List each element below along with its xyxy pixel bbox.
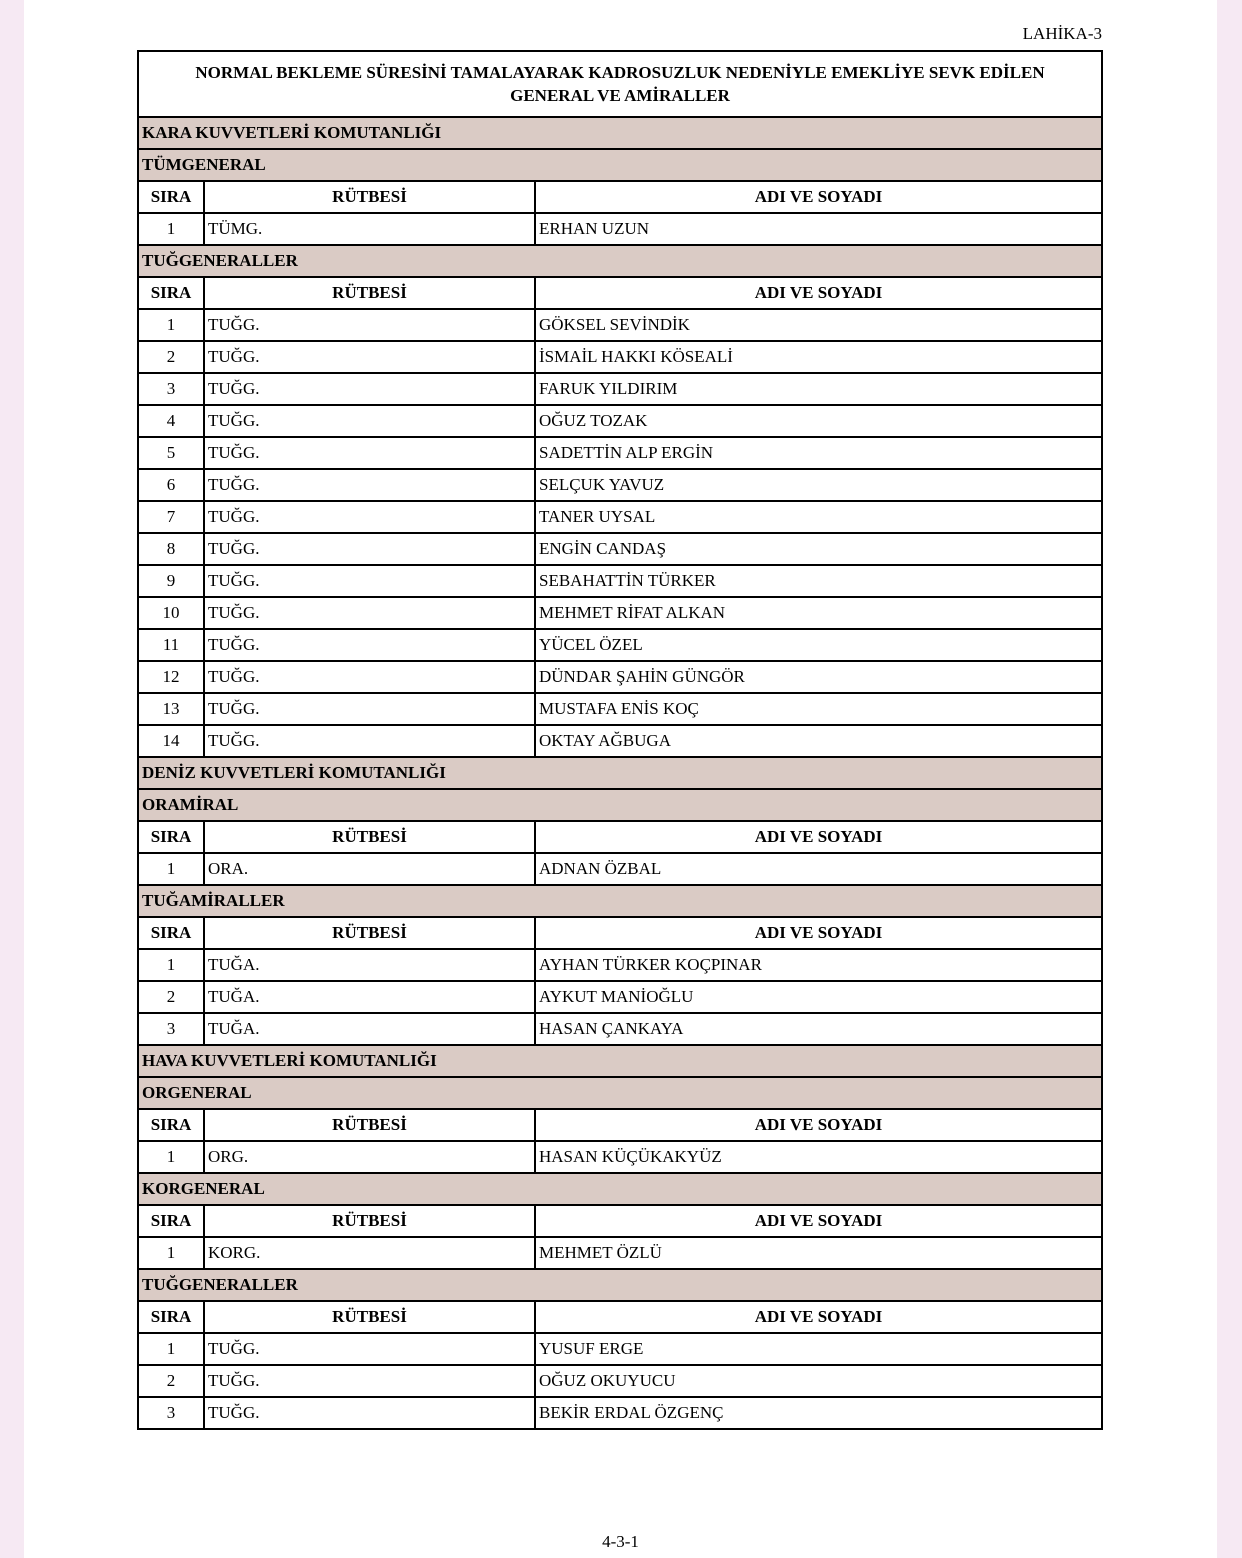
cell-ad: OKTAY AĞBUGA (535, 725, 1102, 757)
table-row (138, 501, 1102, 533)
header-ad: ADI VE SOYADI (535, 1109, 1102, 1141)
cell-sira: 1 (138, 1237, 204, 1269)
table-row (138, 981, 1102, 1013)
cell-sira: 9 (138, 565, 204, 597)
cell-ad: HASAN KÜÇÜKAKYÜZ (535, 1141, 1102, 1173)
cell-sira: 3 (138, 373, 204, 405)
cell-rutbe: TUĞG. (204, 405, 535, 437)
cell-sira: 14 (138, 725, 204, 757)
header-rutbe: RÜTBESİ (204, 277, 535, 309)
cell-ad: MUSTAFA ENİS KOÇ (535, 693, 1102, 725)
rank-group-name: ORGENERAL (138, 1077, 1102, 1109)
cell-rutbe: TUĞG. (204, 1365, 535, 1397)
title-line-1: NORMAL BEKLEME SÜRESİNİ TAMALAYARAK KADROSUZLUK NEDENİYLE EMEKLİYE SEVK EDİLEN (195, 63, 1045, 82)
cell-ad: ENGİN CANDAŞ (535, 533, 1102, 565)
table-row (138, 213, 1102, 245)
cell-ad: ERHAN UZUN (535, 213, 1102, 245)
table-row (138, 373, 1102, 405)
document-page (24, 0, 1217, 1558)
header-sira: SIRA (138, 821, 204, 853)
header-sira: SIRA (138, 1301, 204, 1333)
table-row (138, 693, 1102, 725)
cell-sira: 1 (138, 309, 204, 341)
cell-ad: OĞUZ OKUYUCU (535, 1365, 1102, 1397)
table-row (138, 1013, 1102, 1045)
header-ad: ADI VE SOYADI (535, 1205, 1102, 1237)
header-sira: SIRA (138, 1109, 204, 1141)
cell-ad: SEBAHATTİN TÜRKER (535, 565, 1102, 597)
cell-ad: SELÇUK YAVUZ (535, 469, 1102, 501)
column-header-row (138, 1109, 1102, 1141)
table-row (138, 341, 1102, 373)
cell-ad: FARUK YILDIRIM (535, 373, 1102, 405)
table-row (138, 1237, 1102, 1269)
cell-sira: 1 (138, 213, 204, 245)
header-rutbe: RÜTBESİ (204, 1205, 535, 1237)
table-row (138, 725, 1102, 757)
rank-group-row (138, 1269, 1102, 1301)
rank-group-row (138, 245, 1102, 277)
cell-rutbe: TUĞG. (204, 341, 535, 373)
cell-sira: 6 (138, 469, 204, 501)
table-row (138, 1141, 1102, 1173)
cell-rutbe: TUĞA. (204, 1013, 535, 1045)
cell-ad: AYHAN TÜRKER KOÇPINAR (535, 949, 1102, 981)
rank-group-name: TUĞGENERALLER (138, 245, 1102, 277)
header-rutbe: RÜTBESİ (204, 1301, 535, 1333)
table-row (138, 437, 1102, 469)
command-row (138, 117, 1102, 149)
cell-ad: HASAN ÇANKAYA (535, 1013, 1102, 1045)
cell-rutbe: TUĞG. (204, 533, 535, 565)
column-header-row (138, 1205, 1102, 1237)
rank-group-row (138, 149, 1102, 181)
cell-sira: 1 (138, 1141, 204, 1173)
title-line-2: GENERAL VE AMİRALLER (510, 86, 730, 105)
cell-sira: 11 (138, 629, 204, 661)
rank-group-row (138, 1173, 1102, 1205)
table-row (138, 629, 1102, 661)
cell-sira: 12 (138, 661, 204, 693)
cell-rutbe: TUĞG. (204, 501, 535, 533)
cell-sira: 4 (138, 405, 204, 437)
cell-sira: 2 (138, 341, 204, 373)
cell-sira: 13 (138, 693, 204, 725)
table-row (138, 597, 1102, 629)
command-name: KARA KUVVETLERİ KOMUTANLIĞI (138, 117, 1102, 149)
cell-rutbe: TUĞG. (204, 693, 535, 725)
table-row (138, 661, 1102, 693)
table-row (138, 949, 1102, 981)
command-row (138, 1045, 1102, 1077)
cell-sira: 10 (138, 597, 204, 629)
cell-rutbe: TUĞA. (204, 949, 535, 981)
header-sira: SIRA (138, 1205, 204, 1237)
header-rutbe: RÜTBESİ (204, 1109, 535, 1141)
rank-group-name: TUĞAMİRALLER (138, 885, 1102, 917)
table-row (138, 469, 1102, 501)
cell-sira: 3 (138, 1013, 204, 1045)
cell-rutbe: TUĞG. (204, 661, 535, 693)
cell-ad: DÜNDAR ŞAHİN GÜNGÖR (535, 661, 1102, 693)
cell-sira: 3 (138, 1397, 204, 1429)
header-rutbe: RÜTBESİ (204, 821, 535, 853)
command-row (138, 757, 1102, 789)
table-row (138, 533, 1102, 565)
rank-group-name: TÜMGENERAL (138, 149, 1102, 181)
cell-rutbe: TUĞG. (204, 629, 535, 661)
cell-rutbe: TUĞG. (204, 725, 535, 757)
cell-ad: YUSUF ERGE (535, 1333, 1102, 1365)
cell-rutbe: TUĞG. (204, 309, 535, 341)
cell-rutbe: TUĞG. (204, 437, 535, 469)
cell-ad: AYKUT MANİOĞLU (535, 981, 1102, 1013)
cell-ad: MEHMET RİFAT ALKAN (535, 597, 1102, 629)
cell-rutbe: TUĞG. (204, 1397, 535, 1429)
header-rutbe: RÜTBESİ (204, 181, 535, 213)
column-header-row (138, 821, 1102, 853)
header-ad: ADI VE SOYADI (535, 181, 1102, 213)
table-row (138, 565, 1102, 597)
command-name: DENİZ KUVVETLERİ KOMUTANLIĞI (138, 757, 1102, 789)
cell-sira: 5 (138, 437, 204, 469)
cell-sira: 1 (138, 949, 204, 981)
cell-rutbe: TUĞA. (204, 981, 535, 1013)
cell-sira: 2 (138, 981, 204, 1013)
cell-rutbe: TUĞG. (204, 1333, 535, 1365)
header-sira: SIRA (138, 277, 204, 309)
cell-ad: GÖKSEL SEVİNDİK (535, 309, 1102, 341)
rank-group-row (138, 789, 1102, 821)
cell-rutbe: ORA. (204, 853, 535, 885)
cell-sira: 8 (138, 533, 204, 565)
document-title (138, 51, 1102, 117)
cell-sira: 1 (138, 1333, 204, 1365)
cell-rutbe: ORG. (204, 1141, 535, 1173)
cell-rutbe: TUĞG. (204, 597, 535, 629)
rank-group-row (138, 885, 1102, 917)
cell-rutbe: TUĞG. (204, 565, 535, 597)
cell-rutbe: TÜMG. (204, 213, 535, 245)
rank-group-row (138, 1077, 1102, 1109)
column-header-row (138, 917, 1102, 949)
header-sira: SIRA (138, 181, 204, 213)
cell-rutbe: TUĞG. (204, 469, 535, 501)
header-ad: ADI VE SOYADI (535, 277, 1102, 309)
cell-ad: İSMAİL HAKKI KÖSEALİ (535, 341, 1102, 373)
rank-group-name: KORGENERAL (138, 1173, 1102, 1205)
header-sira: SIRA (138, 917, 204, 949)
cell-rutbe: KORG. (204, 1237, 535, 1269)
cell-ad: TANER UYSAL (535, 501, 1102, 533)
cell-ad: ADNAN ÖZBAL (535, 853, 1102, 885)
cell-ad: YÜCEL ÖZEL (535, 629, 1102, 661)
page-number: 4-3-1 (602, 1532, 639, 1551)
command-name: HAVA KUVVETLERİ KOMUTANLIĞI (138, 1045, 1102, 1077)
header-ad: ADI VE SOYADI (535, 917, 1102, 949)
cell-sira: 7 (138, 501, 204, 533)
rank-group-name: ORAMİRAL (138, 789, 1102, 821)
retirement-list-table (137, 50, 1103, 1430)
header-ad: ADI VE SOYADI (535, 1301, 1102, 1333)
cell-ad: OĞUZ TOZAK (535, 405, 1102, 437)
cell-ad: MEHMET ÖZLÜ (535, 1237, 1102, 1269)
table-row (138, 853, 1102, 885)
cell-ad: BEKİR ERDAL ÖZGENÇ (535, 1397, 1102, 1429)
table-row (138, 1365, 1102, 1397)
header-ad: ADI VE SOYADI (535, 821, 1102, 853)
title-row (138, 51, 1102, 117)
cell-rutbe: TUĞG. (204, 373, 535, 405)
cell-sira: 2 (138, 1365, 204, 1397)
cell-sira: 1 (138, 853, 204, 885)
rank-group-name: TUĞGENERALLER (138, 1269, 1102, 1301)
header-rutbe: RÜTBESİ (204, 917, 535, 949)
cell-ad: SADETTİN ALP ERGİN (535, 437, 1102, 469)
column-header-row (138, 181, 1102, 213)
table-row (138, 309, 1102, 341)
column-header-row (138, 277, 1102, 309)
column-header-row (138, 1301, 1102, 1333)
annex-label: LAHİKA-3 (1022, 24, 1102, 43)
table-row (138, 405, 1102, 437)
table-row (138, 1397, 1102, 1429)
table-row (138, 1333, 1102, 1365)
